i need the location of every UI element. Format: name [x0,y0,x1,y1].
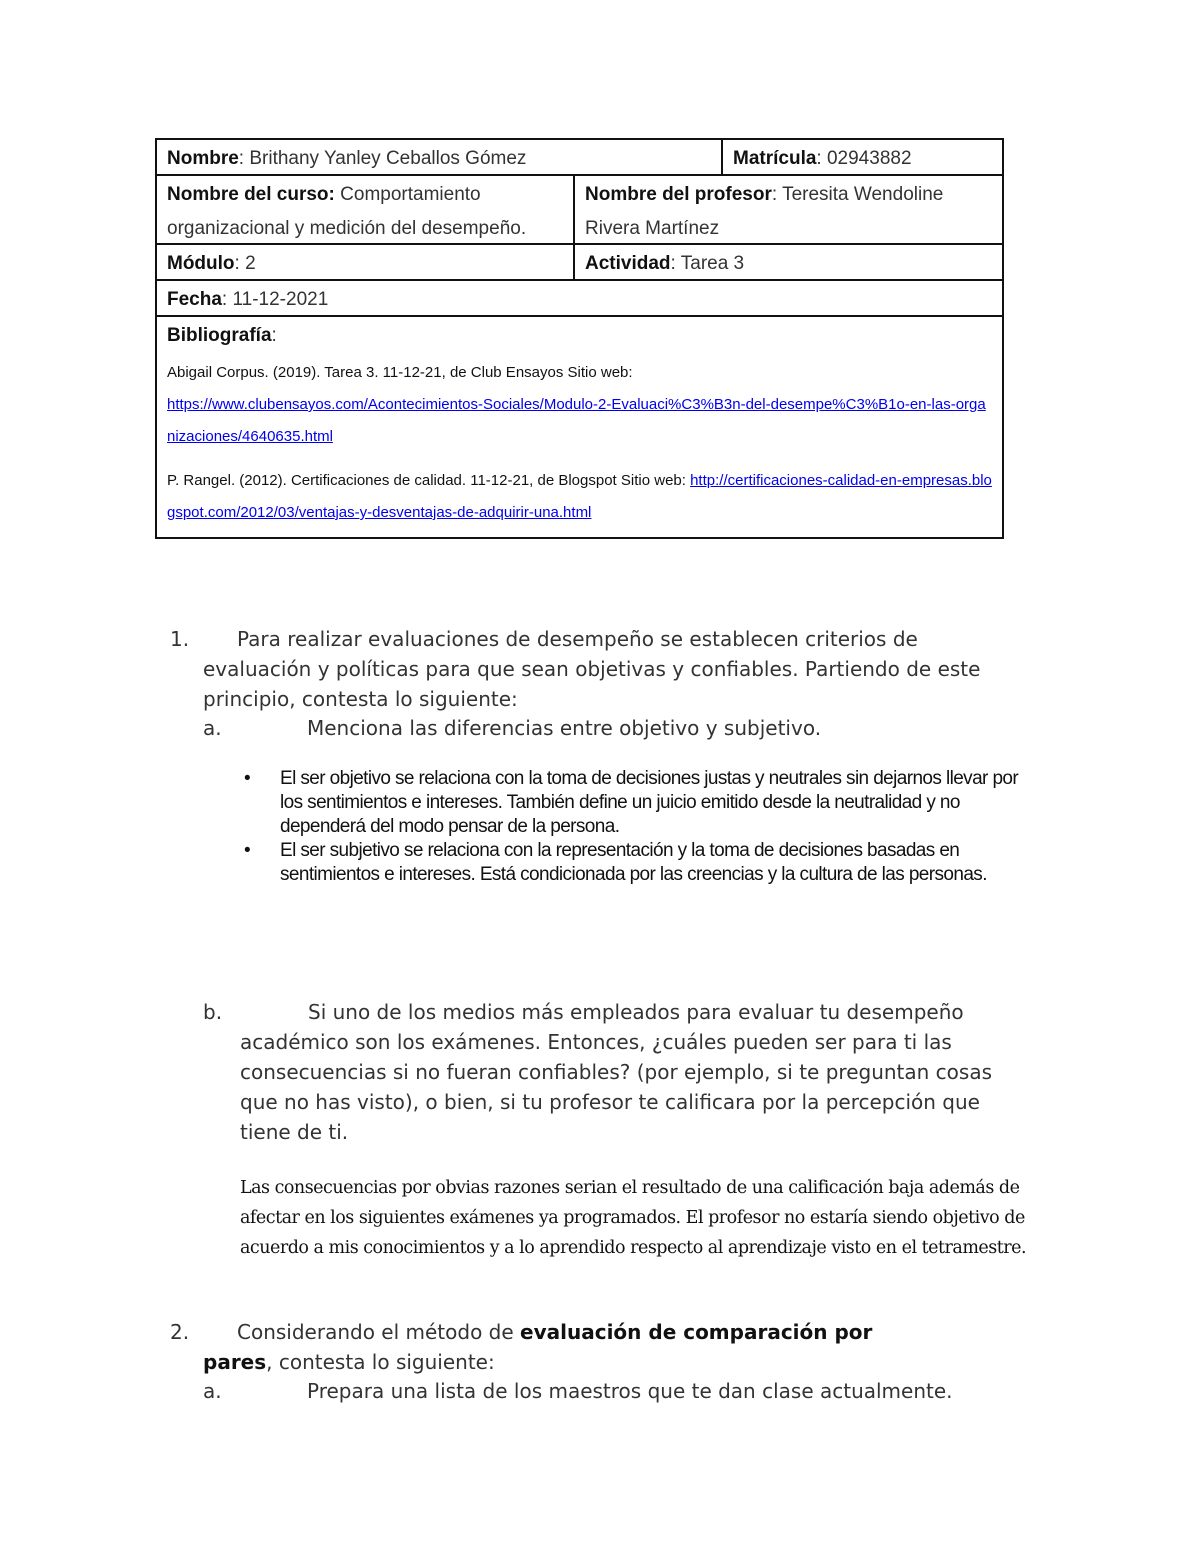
question-2a-text: Prepara una lista de los maestros que te dan clase actualmente. [307,1379,953,1403]
cell-matricula: Matrícula: 02943882 [721,140,1002,174]
header-table [155,138,1004,539]
cell-curso: Nombre del curso: Comportamiento organizacional y medición del desempeño. [167,184,527,239]
cell-actividad: Actividad: Tarea 3 [573,245,1002,279]
reference-2: P. Rangel. (2012). Certificaciones de calidad. 11-12-21, de Blogspot Sitio web: http://certificaciones-calidad-en-empresas.blogspot.com/2012/03/ventajas-y-desventajas-de-adquirir-una.html [167,472,992,521]
reference-2-link[interactable]: http://certificaciones-calidad-en-empresas.blogspot.com/2012/03/ventajas-y-desventajas-de-adquirir-una.html [167,472,992,521]
bullet-2: El ser subjetivo se relaciona con la representación y la toma de decisiones basadas en sentimientos e intereses. Está condicionada por las creencias y la cultura de las personas. [280,840,987,885]
bullet-1: El ser objetivo se relaciona con la toma de decisiones justas y neutrales sin dejarnos llevar por los sentimientos e intereses. También define un juicio emitido desde la neutralidad y no dependerá del modo pensar de la persona. [280,768,1019,837]
bullet-icon: • [244,840,251,861]
question-1-number: 1. [170,627,190,651]
answer-1b: Las consecuencias por obvias razones serian el resultado de una calificación baja además de afectar en los siguientes exámenes ya programados. El profesor no estaría siendo objetivo de acuerdo a mis conocimientos y a lo aprendido respecto al aprendizaje visto en el tetramestre. [240,1178,1027,1258]
question-1a-number: a. [203,716,222,740]
cell-profesor: Nombre del profesor: Teresita Wendoline Rivera Martínez [573,176,1002,243]
cell-nombre: Nombre: Brithany Yanley Ceballos Gómez [167,148,527,169]
question-2-text: Considerando el método de evaluación de comparación por pares, contesta lo siguiente: [203,1320,873,1374]
bullet-icon: • [244,768,251,789]
reference-1-link[interactable]: https://www.clubensayos.com/Acontecimientos-Sociales/Modulo-2-Evaluaci%C3%B3n-del-desempe%C3%B1o-en-las-organizaciones/4640635.html [167,396,986,445]
question-1-text: Para realizar evaluaciones de desempeño se establecen criterios de evaluación y políticas para que sean objetivas y confiables. Partiendo de este principio, contesta lo siguiente: [203,627,981,711]
question-2a-number: a. [203,1379,222,1403]
row-fecha [157,281,1002,317]
row-modulo [157,245,1002,281]
row-nombre [157,140,1002,176]
question-1a-text: Menciona las diferencias entre objetivo y subjetivo. [307,716,822,740]
cell-bibliografia: Bibliografía: Abigail Corpus. (2019). Tarea 3. 11-12-21, de Club Ensayos Sitio web: https://www.clubensayos.com/Acontecimientos-Sociales/Modulo-2-Evaluaci%C3%B3n-del-desempe%C3%B1o-en-las-organizaciones/4640635.html P. Rangel. (2012). Certificaciones de calidad. 11-12-21, de Blogspot Sitio web: http://certificaciones-calidad-en-empresas.blogspot.com/2012/03/ventajas-y-desventajas-de-adquirir-una.html [157,317,1002,537]
reference-1: Abigail Corpus. (2019). Tarea 3. 11-12-21, de Club Ensayos Sitio web: https://www.clubensayos.com/Acontecimientos-Sociales/Modulo-2-Evaluaci%C3%B3n-del-desempe%C3%B1o-en-las-organizaciones/4640635.html [167,364,986,445]
cell-fecha: Fecha: 11-12-2021 [167,289,329,310]
question-2-number: 2. [170,1320,190,1344]
row-curso [157,176,1002,245]
cell-modulo: Módulo: 2 [167,253,256,274]
question-1b-text: Si uno de los medios más empleados para evaluar tu desempeño académico son los exámenes. Entonces, ¿cuáles pueden ser para ti las consecuencias si no fueran confiables? (por ejemplo, si te preguntan cosas que no has visto), o bien, si tu profesor te calificara por la percepción que tiene de ti. [240,1000,993,1144]
question-1b-number: b. [203,1000,223,1024]
